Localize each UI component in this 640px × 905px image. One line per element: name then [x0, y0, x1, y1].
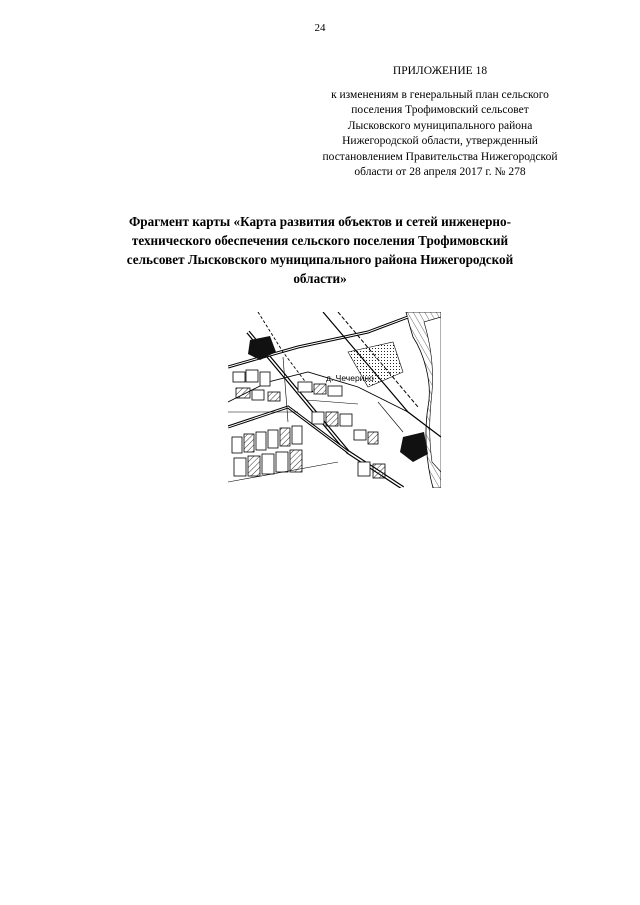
appendix-line: области от 28 апреля 2017 г. № 278: [354, 166, 526, 178]
map-fragment-heading: [60, 212, 580, 288]
appendix-line: к изменениям в генеральный план сельского: [331, 88, 549, 101]
appendix-line: Лысковского муниципального района: [347, 119, 533, 132]
appendix-block: [300, 64, 580, 181]
heading-line: области»: [293, 271, 347, 286]
heading-line: технического обеспечения сельского поселения Трофимовский: [131, 233, 509, 248]
settlement-block: [400, 432, 428, 462]
settlement-block: [248, 336, 276, 360]
appendix-title: ПРИЛОЖЕНИЕ 18: [392, 65, 488, 77]
page-number: 24: [314, 22, 326, 34]
village-label: д. Чечерино: [326, 373, 374, 383]
appendix-line: постановлением Правительства Нижегородской: [322, 150, 558, 163]
map-image: [228, 312, 441, 488]
appendix-line: Нижегородской области, утвержденный: [342, 135, 538, 147]
map-fragment: [228, 312, 441, 488]
heading-line: Фрагмент карты «Карта развития объектов и сетей инженерно-: [128, 214, 511, 229]
appendix-line: поселения Трофимовский сельсовет: [351, 104, 529, 116]
building-lots: [298, 382, 385, 478]
heading-line: сельсовет Лысковского муниципального района Нижегородской: [126, 252, 514, 267]
